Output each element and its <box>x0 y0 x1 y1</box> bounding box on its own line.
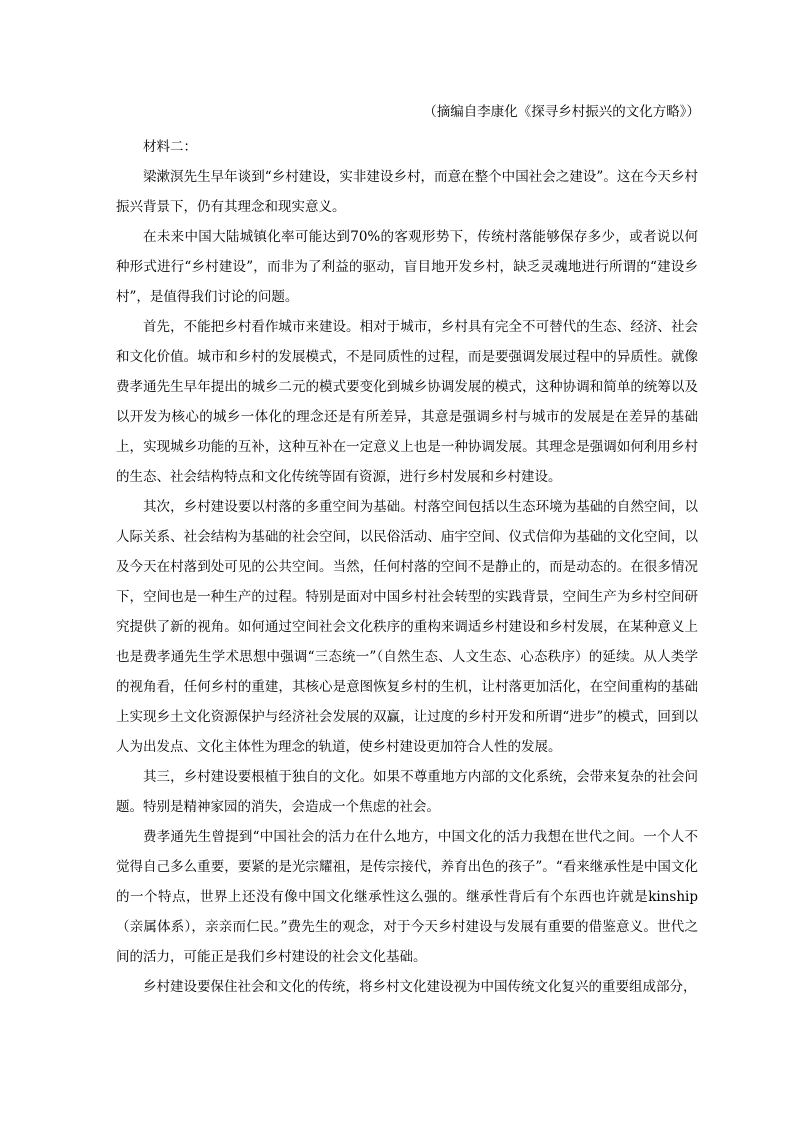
material-label: 材料二： <box>143 139 197 155</box>
article-body <box>116 132 698 1002</box>
paragraph-1: 梁漱溟先生早年谈到“乡村建设，实非建设乡村，而意在整个中国社会之建设”。这在今天乡村振兴背景下，仍有其理念和现实意义。 <box>116 169 698 215</box>
paragraph-3: 首先，不能把乡村看作城市来建设。相对于城市，乡村具有完全不可替代的生态、经济、社会和文化价值。城市和乡村的发展模式，不是同质性的过程，而是要强调发展过程中的异质性。就像费孝通先生早年提出的城乡二元的模式要变化到城乡协调发展的模式，这种协调和简单的统筹以及以开发为核心的城乡一体化的理念还是有所差异，其意是强调乡村与城市的发展是在差异的基础上，实现城乡功能的互补，这种互补在一定意义上也是一种协调发展。其理念是强调如何利用乡村的生态、社会结构特点和文化传统等固有资源，进行乡村发展和乡村建设。 <box>116 319 698 485</box>
paragraph-4: 其次，乡村建设要以村落的多重空间为基础。村落空间包括以生态环境为基础的自然空间，以人际关系、社会结构为基础的社会空间，以民俗活动、庙宇空间、仪式信仰为基础的文化空间，以及今天在村落到处可见的公共空间。当然，任何村落的空间不是静止的，而是动态的。在很多情况下，空间也是一种生产的过程。特别是面对中国乡村社会转型的实践背景，空间生产为乡村空间研究提供了新的视角。如何通过空间社会文化秩序的重构来调适乡村建设和乡村发展，在某种意义上也是费孝通先生学术思想中强调“三态统一”（自然生态、人文生态、心态秩序）的延续。从人类学的视角看，任何乡村的重建，其核心是意图恢复乡村的生机，让村落更加活化，在空间重构的基础上实现乡土文化资源保护与经济社会发展的双赢，让过度的乡村开发和所谓“进步”的模式，回到以人为出发点、文化主体性为理念的轨道，使乡村建设更加符合人性的发展。 <box>116 499 698 755</box>
paragraph-2: 在未来中国大陆城镇化率可能达到70%的客观形势下，传统村落能够保存多少，或者说以何种形式进行“乡村建设”，而非为了利益的驱动，盲目地开发乡村，缺乏灵魂地进行所谓的“建设乡村”，是值得我们讨论的问题。 <box>116 229 698 305</box>
paragraph-6: 费孝通先生曾提到“中国社会的活力在什么地方，中国文化的活力我想在世代之间。一个人不觉得自己多么重要，要紧的是光宗耀祖，是传宗接代，养育出色的孩子”。“看来继承性是中国文化的一个特点，世界上还没有像中国文化继承性这么强的。继承性背后有个东西也许就是kinship（亲属体系），亲亲而仁民。”费先生的观念，对于今天乡村建设与发展有重要的借鉴意义。世代之间的活力，可能正是我们乡村建设的社会文化基础。 <box>116 829 698 965</box>
paragraph-7: 乡村建设要保住社会和文化的传统，将乡村文化建设视为中国传统文化复兴的重要组成部分， <box>143 979 697 995</box>
paragraph-5: 其三，乡村建设要根植于独自的文化。如果不尊重地方内部的文化系统，会带来复杂的社会问题。特别是精神家园的消失，会造成一个焦虑的社会。 <box>116 769 698 815</box>
source-citation: （摘编自李康化《探寻乡村振兴的文化方略》） <box>423 104 700 120</box>
